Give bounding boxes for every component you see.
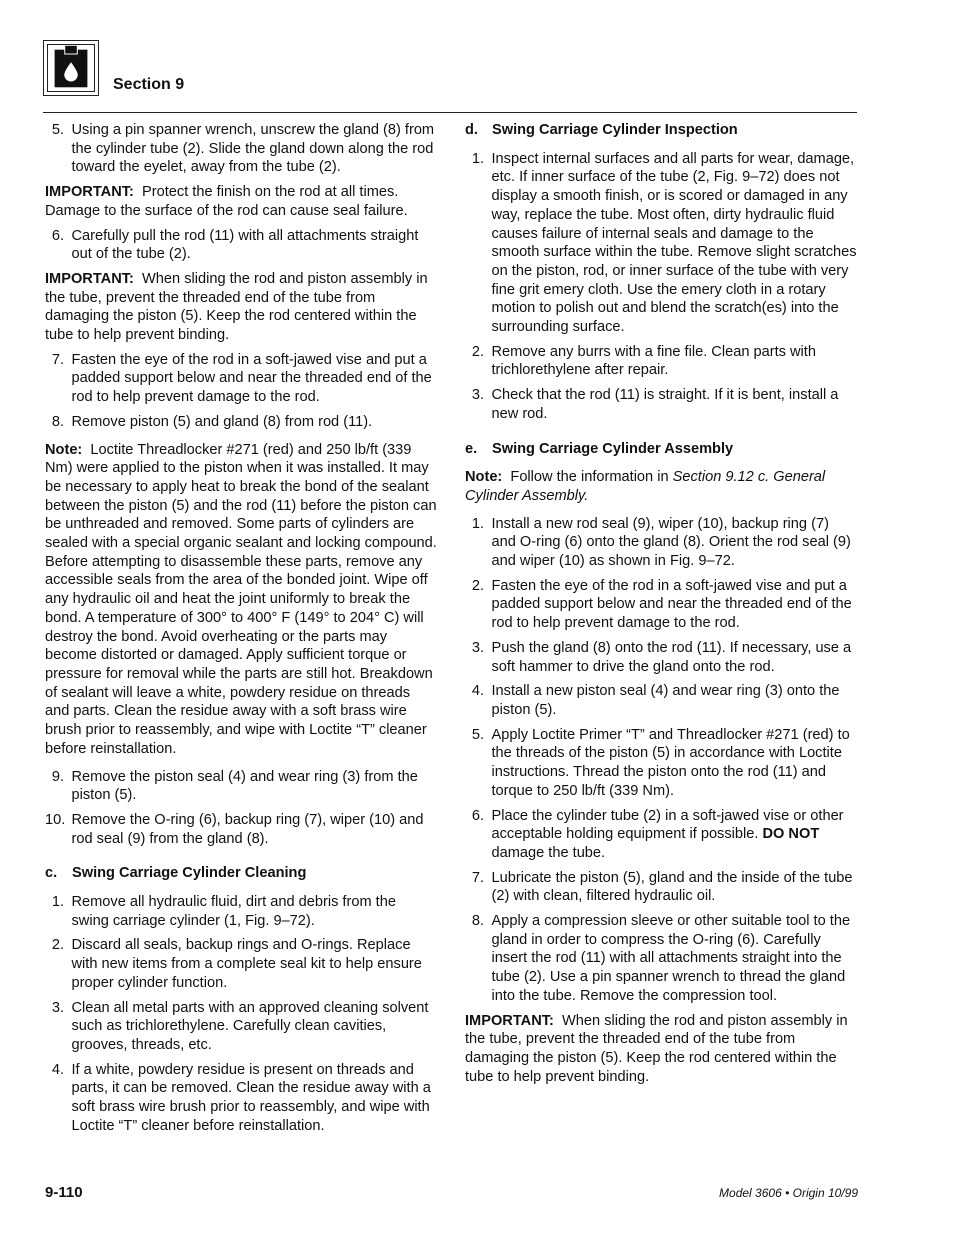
subsection-heading: d. Swing Carriage Cylinder Inspection bbox=[465, 122, 738, 138]
right-column bbox=[465, 121, 857, 1092]
list-item: 3. Clean all metal parts with an approved cleaning solvent such as trichlorethylene. Carefully clean cavities, grooves, threads, etc. bbox=[51, 999, 429, 1053]
note-paragraph: Note: Follow the information in Section 9.12 c. General Cylinder Assembly. bbox=[465, 469, 826, 504]
list-item: 2. Fasten the eye of the rod in a soft-jawed vise and put a padded support below and near the threaded end of the rod to help prevent damage to the rod. bbox=[471, 577, 852, 632]
list-item: 4. Install a new piston seal (4) and wear ring (3) onto the piston (5). bbox=[471, 683, 840, 718]
list-item: 1. Inspect internal surfaces and all parts for wear, damage, etc. If inner surface of the tube (2, Fig. 9–72) does not display a smooth finish, or is scored or damaged in any way, replace the tube. Most often, dirty hydraulic fluid causes failure of internal seals and damage to the smooth surface within the tube. Remove slight scratches on the piston, rod, or inner surface of the tube with very fine grit emery cloth. Use the emery cloth in a rotary motion to polish out and blend the scratch(es) into the surrounding surface. bbox=[471, 150, 857, 336]
page-number: 9-110 bbox=[45, 1184, 83, 1201]
note-paragraph: Note: Loctite Threadlocker #271 (red) and 250 lb/ft (339 Nm) were applied to the piston when it was installed. It may be necessary to apply heat to break the bond of the sealant between the piston (5) and the rod (11) before the piston can be unthreaded and removed. Some parts of cylinders are sealed with a special organic sealant and locking compound. Before attempting to disassemble these parts, remove any accessible seals from the area of the bonded joint. Wipe off any hydraulic oil and heat the joint uniformly to break the bond. A temperature of 300° to 400° F (149° to 204° C) will destroy the bond. Avoid overheating or the parts may become distorted or damaged. Apply sufficient torque or pressure for removal while the parts are still hot. Breakdown of sealant will leave a white, powdery residue on threads and parts. Clean the residue away with a soft brass wire brush prior to reassembly, and wipe with Loctite “T” cleaner before reinstallation. bbox=[45, 441, 437, 757]
list-item: 3. Push the gland (8) onto the rod (11). If necessary, use a soft hammer to drive the gland onto the rod. bbox=[471, 639, 852, 675]
list-item: 6. Carefully pull the rod (11) with all attachments straight out of the tube (2). bbox=[51, 227, 419, 263]
list-item: 4. If a white, powdery residue is present on threads and parts, it can be removed. Clean the residue away with a soft brass wire brush prior to reassembly, and wipe with Loctite “T” cleaner before reinstallation. bbox=[51, 1061, 431, 1134]
list-item: 8. Apply a compression sleeve or other suitable tool to the gland in order to compress the O-ring (6). Carefully insert the rod (11) with all attachments straight into the tube (2). Use a pin spanner wrench to thread the gland into the tube. Remove the compression tool. bbox=[471, 913, 851, 1004]
important-note: IMPORTANT: Protect the finish on the rod at all times. Damage to the surface of the rod can cause seal failure. bbox=[45, 184, 408, 219]
list-item: 8. Remove piston (5) and gland (8) from rod (11). bbox=[51, 413, 373, 430]
hydraulic-oil-can-icon bbox=[43, 40, 99, 96]
section-title: Section 9 bbox=[113, 76, 185, 93]
list-item: 9. Remove the piston seal (4) and wear ring (3) from the piston (5). bbox=[51, 768, 418, 804]
list-item: 10. Remove the O-ring (6), backup ring (7), wiper (10) and rod seal (9) from the gland (8). bbox=[45, 811, 424, 847]
oil-drop-icon bbox=[44, 41, 98, 95]
header-divider bbox=[43, 112, 857, 113]
list-item: 5. Using a pin spanner wrench, unscrew the gland (8) from the cylinder tube (2). Slide the gland down along the rod toward the eyelet, away from the tube (2). bbox=[51, 122, 435, 176]
list-item: 1. Remove all hydraulic fluid, dirt and debris from the swing carriage cylinder (1, Fig. 9–72). bbox=[51, 894, 396, 929]
list-item: 6. Place the cylinder tube (2) in a soft-jawed vise or other acceptable holding equipment if possible. DO NOT damage the tube. bbox=[471, 807, 844, 861]
list-item: 2. Remove any burrs with a fine file. Clean parts with trichlorethylene after repair. bbox=[471, 343, 816, 379]
list-item: 1. Install a new rod seal (9), wiper (10), backup ring (7) and O-ring (6) onto the gland (8). Orient the rod seal (9) and wiper (10) as shown in Fig. 9–72. bbox=[471, 515, 851, 570]
left-column bbox=[45, 121, 437, 1141]
list-item: 2. Discard all seals, backup rings and O-rings. Replace with new items from a complete seal kit to help ensure proper cylinder function. bbox=[51, 937, 422, 991]
subsection-heading: e. Swing Carriage Cylinder Assembly bbox=[465, 440, 734, 457]
important-note: IMPORTANT: When sliding the rod and piston assembly in the tube, prevent the threaded end of the tube from damaging the piston (5). Keep the rod centered within the tube to help prevent binding. bbox=[465, 1012, 848, 1085]
important-note: IMPORTANT: When sliding the rod and piston assembly in the tube, prevent the threaded end of the tube from damaging the piston (5). Keep the rod centered within the tube to help prevent binding. bbox=[45, 270, 428, 344]
list-item: 5. Apply Loctite Primer “T” and Threadlocker #271 (red) to the threads of the piston (5) in accordance with Loctite instructions. Thread the piston onto the rod (11) and torque to 250 lb/ft (339 Nm). bbox=[471, 726, 850, 799]
model-info: Model 3606 • Origin 10/99 bbox=[719, 1186, 858, 1200]
list-item: 7. Lubricate the piston (5), gland and the inside of the tube (2) with clean, filtered hydraulic oil. bbox=[471, 869, 853, 905]
list-item: 7. Fasten the eye of the rod in a soft-jawed vise and put a padded support below and near the threaded end of the rod to help prevent damage to the rod. bbox=[51, 351, 432, 406]
list-item: 3. Check that the rod (11) is straight. If it is bent, install a new rod. bbox=[471, 387, 839, 422]
subsection-heading: c. Swing Carriage Cylinder Cleaning bbox=[45, 865, 307, 882]
